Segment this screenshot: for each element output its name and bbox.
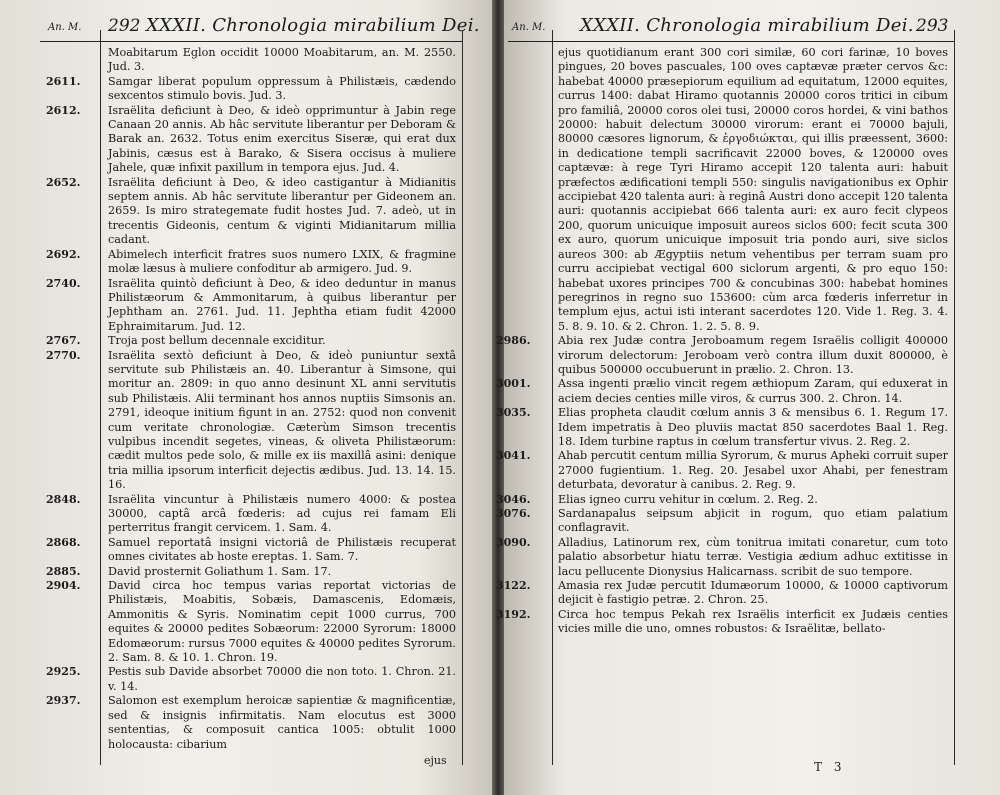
chronology-entry <box>46 74 456 104</box>
right-page <box>496 0 1000 795</box>
entry-text: ejus quotidianum erant 300 cori similæ, 60 cori farinæ, 10 boves pingues, 20 boves pascuales, 100 oves captævæ præter cervos &c: habebat 40000 præsepiorum equilium ad equitatum, 12000 equites, currus 1400: dabat Hiramo quotannis 20000 coros tritici in cibum pro familiâ, 20000 coros olei tusi, 20000 coros hordei, & vini bathos 20000: habuit delectum 30000 virorum: erant ei 70000 bajuli, 80000 cæsores lignorum, & ἐργοδιώκται, qui illis præessent, 3600: in dedicatione templi sacrificavit 22000 boves, & 120000 oves captævæ: à rege Tyri Hiramo accepit 120 talenta auri: habuit præfectos ædificationi templi 550: singulis navigationibus ex Ophir accipiebat 420 talenta auri: à reginâ Austri dono accepit 120 talenta auri: quotannis accipiebat 666 talenta auri: ex auro fecit clypeos 200, quorum unicuique imposuit aureos siclos 600: fecit scuta 300 ex auro, quorum unicuique imposuit tria pondo auri, sive siclos aureos 300: ab Ægyptiis netum vehentibus per terram suam pro curru accipiebat vectigal 600 siclorum argenti, & pro equo 150: habebat uxores principes 700 & concubinas 300: habebat homines peregrinos in regno suo 153600: cùm arca fœderis inferretur in templum ejus, actui isti interant sacerdotes 120. Vide 1. Reg. 3. 4. 5. 8. 9. 10. & 2. Chron. 1. 2. 5. 8. 9. <box>558 46 948 333</box>
left-am-label: An. M. <box>48 22 82 33</box>
right-page-number: 293 <box>916 16 949 36</box>
chronology-entry <box>46 334 456 348</box>
chronology-entry <box>46 276 456 335</box>
entry-year: 3122. <box>496 579 531 593</box>
entry-year: 2770. <box>46 348 81 362</box>
entry-text: Abia rex Judæ contra Jeroboamum regem Israëlis colligit 400000 virorum delectorum: Jeroboam verò contra illum duxit 800000, è quibus 500000 occubuerunt in prælio. 2. Chron. 13. <box>558 334 948 376</box>
entry-text: Assa ingenti prælio vincit regem æthiopum Zaram, qui eduxerat in aciem decies centies mille viros, & currus 300. 2. Chron. 14. <box>558 377 948 405</box>
entry-year: 2925. <box>46 665 81 679</box>
chronology-entry <box>496 507 948 536</box>
right-margin-rule <box>552 30 553 765</box>
entry-year: 2868. <box>46 535 81 549</box>
chronology-entry <box>46 175 456 248</box>
entry-year: 2937. <box>46 694 81 708</box>
entry-text: Israëlita deficiunt à Deo, & ideò opprimuntur à Jabin rege Canaan 20 annis. Ab hâc servitute liberantur per Deboram & Barak an. 2632. Totus enim exercitus Siseræ, qui erat dux Jabinis, cæsus est à Barako, & Sisera occisus à muliere Jahele, quæ infixit paxillum in tempora ejus. Jud. 4. <box>108 103 456 175</box>
entry-year: 2740. <box>46 276 81 290</box>
chronology-entry <box>46 665 456 694</box>
entry-text: David prosternit Goliathum 1. Sam. 17. <box>108 564 332 578</box>
left-page-number: 292 <box>108 16 141 36</box>
chronology-entry <box>496 492 948 507</box>
chronology-entry <box>46 492 456 536</box>
entry-year: 3001. <box>496 377 531 391</box>
entry-text: Amasia rex Judæ percutit Idumæorum 10000, & 10000 captivorum dejicit è fastigio petræ. 2. Chron. 25. <box>558 579 948 607</box>
entry-year: 2848. <box>46 492 81 506</box>
entry-text: Salomon est exemplum heroicæ sapientiæ & magnificentiæ, sed & insignis infirmitatis. Nam elocutus est 3000 sententias, & composuit cantica 1005: obtulit 1000 holocausta: cibarium <box>108 694 456 751</box>
entry-text: Abimelech interficit fratres suos numero LXIX, & fragmine molæ læsus à muliere confoditur ab armigero. Jud. 9. <box>108 247 456 276</box>
chronology-entry <box>496 607 948 637</box>
right-running-title: XXXII. Chronologia mirabilium Dei. <box>580 15 914 36</box>
right-entry-list <box>496 46 948 637</box>
entry-text: Elias igneo curru vehitur in cœlum. 2. Reg. 2. <box>558 492 818 506</box>
entry-year: 3046. <box>496 492 531 506</box>
entry-text: Circa hoc tempus Pekah rex Israëlis interficit ex Judæis centies vicies mille die uno, omnes robustos: & Israëlitæ, bellato- <box>558 607 948 636</box>
entry-year: 2611. <box>46 74 81 88</box>
chronology-entry <box>46 103 456 176</box>
chronology-entry <box>496 535 948 579</box>
entry-text: Israëlita deficiunt à Deo, & ideo castigantur à Midianitis septem annis. Ab hâc servitute liberantur per Gideonem an. 2659. Is miro strategemate fudit hostes Jud. 7. adeò, ut in trecentis Gideonis, centum & viginti Midianitarum millia cadant. <box>108 175 456 247</box>
entry-text: Israëlita vincuntur à Philistæis numero 4000: & postea 30000, captâ arcâ fœderis: ad cujus rei famam Eli perterritus frangit cervicem. 1. Sam. 4. <box>108 492 456 535</box>
left-outer-rule <box>462 30 463 765</box>
right-running-head <box>504 14 1000 40</box>
entry-text: Alladius, Latinorum rex, cùm tonitrua imitati conaretur, cum toto palatio absorbetur hiatu terræ. Vestigia ædium adhuc extitisse in lacu pellucente Dionysius Halicarnass. scribit de suo tempore. <box>558 535 948 578</box>
chronology-entry <box>496 449 948 492</box>
entry-year: 2652. <box>46 175 81 189</box>
left-running-title: XXXII. Chronologia mirabilium Dei. <box>146 15 480 36</box>
chronology-entry <box>108 46 456 75</box>
chronology-entry <box>46 348 456 493</box>
entry-year: 2767. <box>46 334 81 348</box>
left-catchword: ejus <box>424 754 447 767</box>
chronology-entry <box>46 247 456 277</box>
right-signature-mark: T 3 <box>814 760 846 774</box>
entry-year: 3090. <box>496 535 531 549</box>
chronology-entry <box>46 579 456 665</box>
book-gutter <box>492 0 504 795</box>
entry-year: 3076. <box>496 507 531 520</box>
entry-year: 2986. <box>496 334 531 348</box>
entry-text: Samuel reportatâ insigni victoriâ de Philistæis recuperat omnes civitates ab hoste ereptas. 1. Sam. 7. <box>108 535 456 564</box>
right-am-label: An. M. <box>512 22 546 33</box>
entry-text: David circa hoc tempus varias reportat victorias de Philistæis, Moabitis, Sobæis, Damascenis, Edomæis, Ammonitis & Syris. Nominatim cepit 1000 currus, 700 equites & 20000 pedites Sobæorum: 22000 Syrorum: 18000 Edomæorum: rursus 7000 equites & 40000 pedites Syrorum. 2. Sam. 8. & 10. 1. Chron. 19. <box>108 579 456 665</box>
entry-year: 3035. <box>496 406 531 420</box>
left-header-rule <box>40 41 462 42</box>
entry-year: 2612. <box>46 103 81 117</box>
entry-year: 3041. <box>496 449 531 463</box>
chronology-entry <box>558 46 948 334</box>
entry-text: Samgar liberat populum oppressum à Philistæis, cædendo sexcentos stimulo bovis. Jud. 3. <box>108 74 456 103</box>
left-page <box>0 0 492 795</box>
chronology-entry <box>496 334 948 377</box>
entry-text: Ahab percutit centum millia Syrorum, & murus Apheki corruit super 27000 fugientium. 1. Reg. 20. Jesabel uxor Ahabi, per fenestram deturbata, devoratur à canibus. 2. Reg. 9. <box>558 449 948 492</box>
chronology-entry <box>496 579 948 608</box>
entry-text: Sardanapalus seipsum abjicit in rogum, quo etiam palatium conflagravit. <box>558 507 948 535</box>
entry-text: Israëlita sextò deficiunt à Deo, & ideò puniuntur sextâ servitute sub Philistæis an. 40. Liberantur à Simsone, qui moritur an. 2809: in quo anno desinunt XL anni servitutis sub Philistæis. Alii terminant hos annos nuptiis Simsonis an. 2791, ideoque initium figunt in an. 2752: quod non convenit cum veritate chronologiæ. Cæterùm Simson trecentis vulpibus incendit segetes, vineas, & oliveta Philistæorum: cædit multos pede solo, & mille ex iis maxillâ asini: denique tria millia ipsorum interficit dejectis ædibus. Jud. 13. 14. 15. 16. <box>108 348 456 492</box>
entry-year: 2692. <box>46 247 81 261</box>
entry-text: Troja post bellum decennale exciditur. <box>108 334 326 348</box>
chronology-entry <box>46 694 456 752</box>
chronology-entry <box>46 564 456 579</box>
right-header-rule <box>508 41 954 42</box>
entry-text: Elias propheta claudit cœlum annis 3 & mensibus 6. 1. Regum 17. Idem impetratis à Deo pluviis mactat 850 sacerdotes Baal 1. Reg. 18. Idem turbine raptus in cœlum transfertur vivus. 2. Reg. 2. <box>558 406 948 448</box>
entry-year: 3192. <box>496 607 531 621</box>
entry-text: Pestis sub Davide absorbet 70000 die non toto. 1. Chron. 21. v. 14. <box>108 665 456 693</box>
entry-year: 2904. <box>46 579 81 593</box>
entry-year: 2885. <box>46 564 81 578</box>
entry-text: Israëlita quintò deficiunt à Deo, & ideo deduntur in manus Philistæorum & Ammonitarum, à quibus liberantur per Jephtham an. 2761. Jud. 11. Jephtha etiam fudit 42000 Ephraimitarum. Jud. 12. <box>108 276 456 333</box>
chronology-entry <box>46 535 456 565</box>
chronology-entry <box>496 406 948 449</box>
left-running-head <box>0 14 492 40</box>
chronology-entry <box>496 377 948 406</box>
left-margin-rule <box>100 30 101 765</box>
entry-text: Moabitarum Eglon occidit 10000 Moabitarum, an. M. 2550. Jud. 3. <box>108 46 456 74</box>
left-entry-list <box>46 46 456 752</box>
right-outer-rule <box>954 30 955 765</box>
